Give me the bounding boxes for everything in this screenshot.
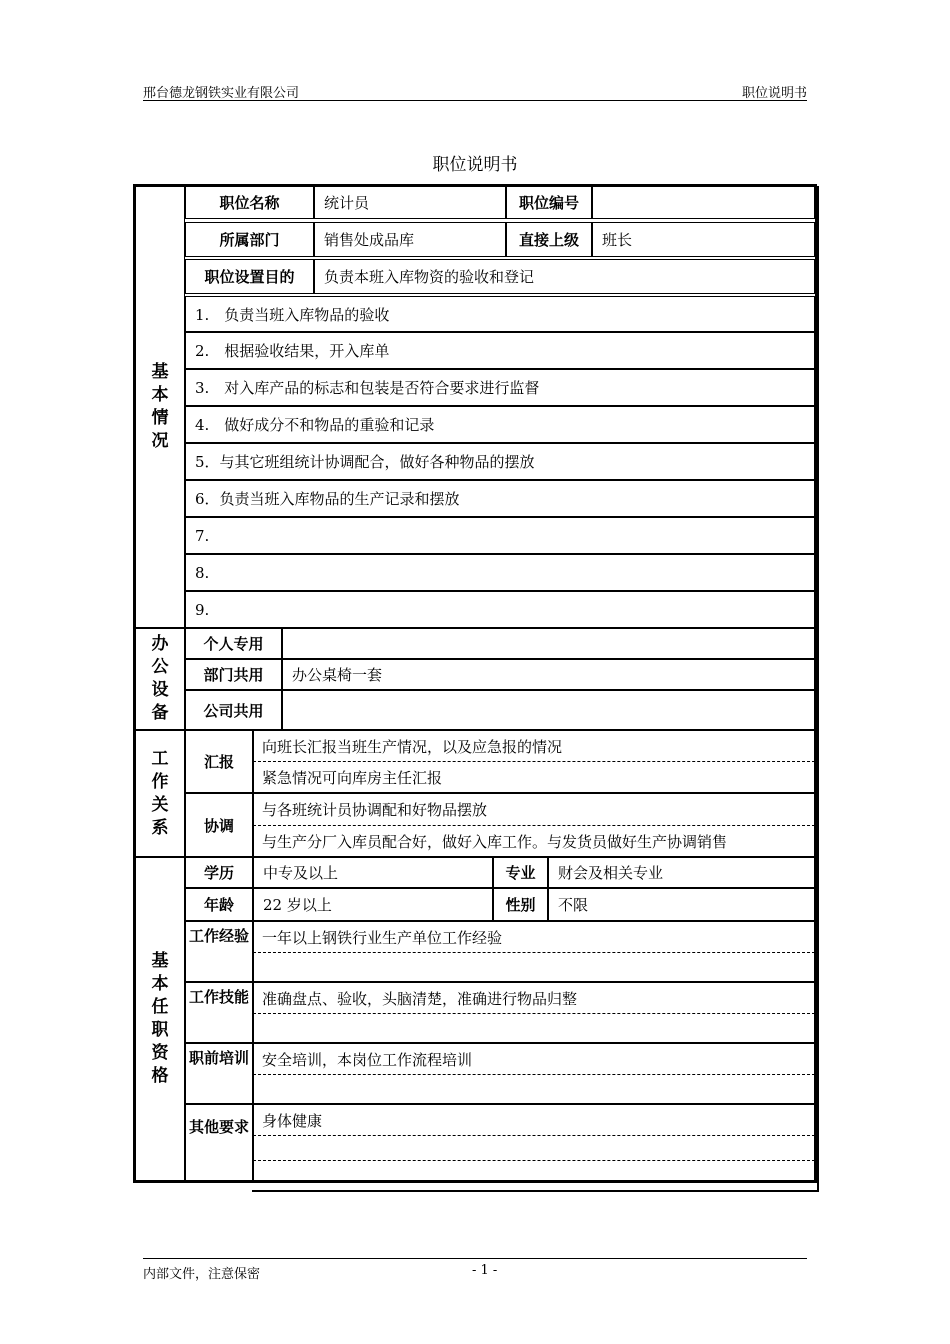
- experience-label: 工作经验: [188, 927, 249, 945]
- report-dashed-divider: [253, 761, 815, 762]
- duty-item-5: 5．与其它班组统计协调配合，做好各种物品的摆放: [185, 443, 815, 480]
- table-shadow-right: [817, 186, 819, 1192]
- report-label: 汇报: [185, 730, 253, 793]
- coord-dashed-divider: [253, 825, 815, 826]
- equipment-company-value: [282, 690, 815, 730]
- duty-item-1: 1. 负责当班入库物品的验收: [185, 296, 815, 332]
- footer-rule: [143, 1258, 807, 1259]
- training-value: 安全培训，本岗位工作流程培训: [262, 1051, 473, 1069]
- duty-item-9: 9.: [185, 591, 815, 628]
- page-title: 职位说明书: [432, 155, 518, 175]
- other-label: 其他要求: [188, 1118, 249, 1136]
- training-dashed-divider: [253, 1074, 815, 1075]
- page-header: [143, 80, 807, 101]
- section-relations-label: 工作关系: [135, 730, 185, 857]
- page-number: - 1 -: [472, 1263, 498, 1278]
- gender-value: 不限: [548, 888, 815, 921]
- duty-item-4: 4. 做好成分不和物品的重验和记录: [185, 406, 815, 443]
- skills-label: 工作技能: [188, 988, 249, 1006]
- experience-value: 一年以上钢铁行业生产单位工作经验: [262, 929, 503, 947]
- duty-item-8: 8.: [185, 554, 815, 591]
- superior-label: 直接上级: [506, 222, 592, 257]
- doc-type: 职位说明书: [741, 86, 807, 101]
- duty-item-6: 6．负责当班入库物品的生产记录和摆放: [185, 480, 815, 517]
- age-label: 年龄: [185, 888, 253, 921]
- duty-item-7: 7.: [185, 517, 815, 554]
- superior-value: 班长: [592, 222, 815, 257]
- section-equipment-label: 办公设备: [135, 628, 185, 730]
- equipment-dept-value: 办公桌椅一套: [282, 659, 815, 690]
- other-cell: [253, 1104, 815, 1181]
- education-label: 学历: [185, 857, 253, 888]
- footer-note: 内部文件，注意保密: [143, 1267, 261, 1282]
- training-label: 职前培训: [188, 1049, 249, 1067]
- section-basic-label: 基本情况: [135, 186, 185, 628]
- position-code-value: [592, 186, 815, 219]
- purpose-value: 负责本班入库物资的验收和登记: [314, 259, 815, 294]
- position-name-value: 统计员: [314, 186, 506, 219]
- coord-line-2: 与生产分厂入库员配合好，做好入库工作。与发货员做好生产协调销售: [262, 833, 728, 851]
- position-name-label: 职位名称: [185, 186, 314, 219]
- position-code-label: 职位编号: [506, 186, 592, 219]
- equipment-company-label: 公司共用: [185, 690, 282, 730]
- gender-label: 性别: [493, 888, 548, 921]
- major-label: 专业: [493, 857, 548, 888]
- skills-dashed-divider: [253, 1013, 815, 1014]
- other-dashed-divider-1: [253, 1135, 815, 1136]
- coord-line-1: 与各班统计员协调配和好物品摆放: [262, 801, 488, 819]
- equipment-personal-label: 个人专用: [185, 628, 282, 659]
- table-shadow-bottom: [252, 1190, 819, 1192]
- experience-dashed-divider: [253, 952, 815, 953]
- report-line-2: 紧急情况可向库房主任汇报: [262, 769, 443, 787]
- duty-item-2: 2. 根据验收结果，开入库单: [185, 332, 815, 369]
- education-value: 中专及以上: [253, 857, 493, 888]
- section-qualification-label: 基本任职资格: [135, 857, 185, 1181]
- age-value: 22 岁以上: [253, 888, 493, 921]
- major-value: 财会及相关专业: [548, 857, 815, 888]
- duty-item-3: 3. 对入库产品的标志和包装是否符合要求进行监督: [185, 369, 815, 406]
- equipment-personal-value: [282, 628, 815, 659]
- other-value: 身体健康: [262, 1112, 323, 1130]
- purpose-label: 职位设置目的: [185, 259, 314, 294]
- department-label: 所属部门: [185, 222, 314, 257]
- coord-label: 协调: [185, 793, 253, 857]
- department-value: 销售处成品库: [314, 222, 506, 257]
- other-dashed-divider-2: [253, 1160, 815, 1161]
- company-name: 邢台德龙钢铁实业有限公司: [143, 86, 300, 101]
- report-line-1: 向班长汇报当班生产情况，以及应急报的情况: [262, 738, 563, 756]
- equipment-dept-label: 部门共用: [185, 659, 282, 690]
- skills-value: 准确盘点、验收，头脑清楚，准确进行物品归整: [262, 990, 578, 1008]
